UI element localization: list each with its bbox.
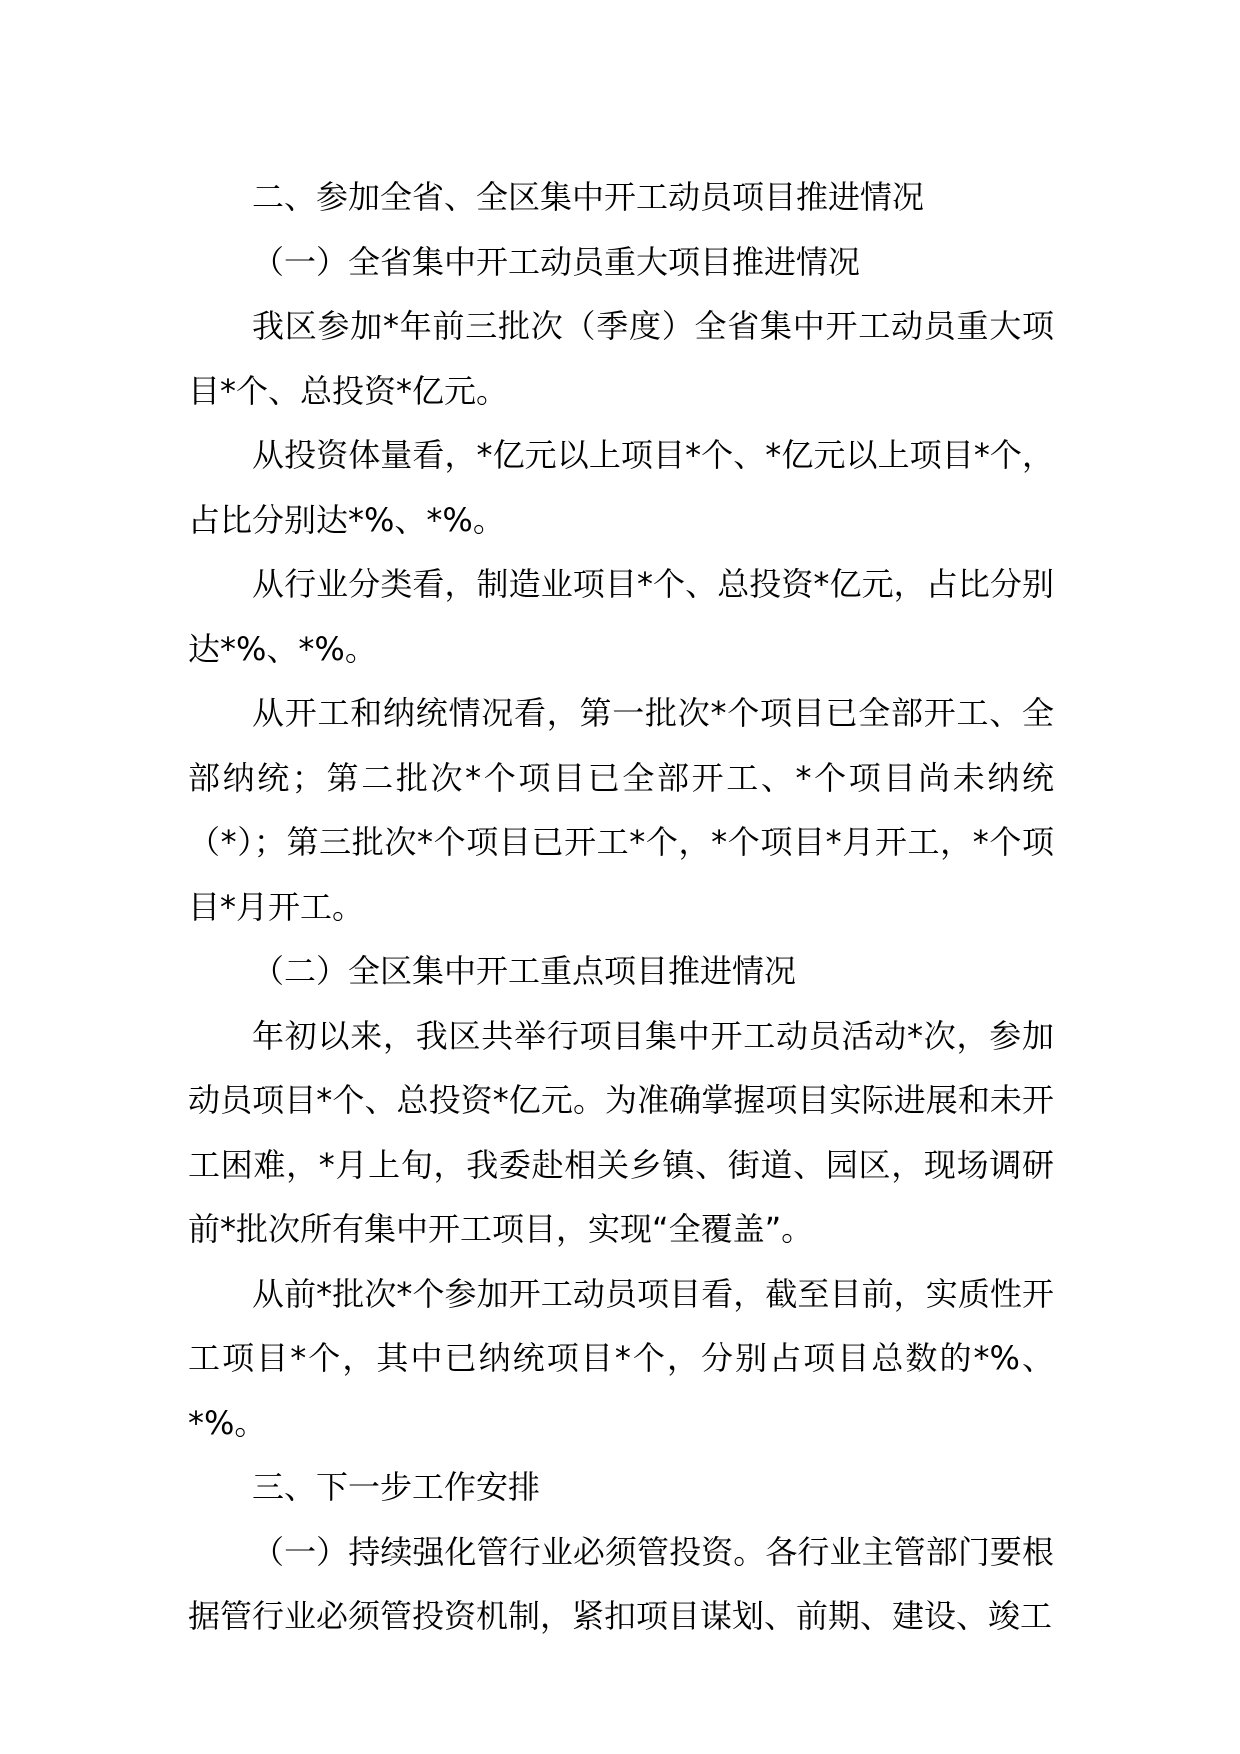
paragraph-industry-classification: 从行业分类看，制造业项目*个、总投资*亿元，占比分别达*%、*%。 bbox=[188, 565, 1054, 668]
paragraph-district-summary: 年初以来，我区共举行项目集中开工动员活动*次，参加动员项目*个、总投资*亿元。为准确掌握项目实际进展和未开工困难，*月上旬，我委赴相关乡镇、街道、园区，现场调研前*批次所有集中开工项目，实现“全覆盖”。 bbox=[188, 1016, 1054, 1248]
paragraph-next-steps-1: （一）持续强化管行业必须管投资。各行业主管部门要根据管行业必须管投资机制，紧扣项目谋划、前期、建设、竣工 bbox=[188, 1532, 1054, 1635]
paragraph-district-progress: 从前*批次*个参加开工动员项目看，截至目前，实质性开工项目*个，其中已纳统项目*个，分别占项目总数的*%、*%。 bbox=[188, 1274, 1054, 1442]
document-body bbox=[188, 165, 1054, 1649]
section-heading-2: 二、参加全省、全区集中开工动员项目推进情况 bbox=[252, 178, 925, 216]
section-heading-3: 三、下一步工作安排 bbox=[252, 1468, 541, 1506]
paragraph-start-and-statistics: 从开工和纳统情况看，第一批次*个项目已全部开工、全部纳统；第二批次*个项目已全部开工、*个项目尚未纳统（*）；第三批次*个项目已开工*个，*个项目*月开工，*个项目*月开工。 bbox=[188, 694, 1054, 926]
paragraph-investment-scale: 从投资体量看，*亿元以上项目*个、*亿元以上项目*个，占比分别达*%、*%。 bbox=[188, 436, 1054, 539]
subsection-heading-district: （二）全区集中开工重点项目推进情况 bbox=[252, 952, 797, 990]
subsection-heading-provincial: （一）全省集中开工动员重大项目推进情况 bbox=[252, 242, 861, 281]
paragraph-provincial-summary: 我区参加*年前三批次（季度）全省集中开工动员重大项目*个、总投资*亿元。 bbox=[188, 307, 1054, 410]
